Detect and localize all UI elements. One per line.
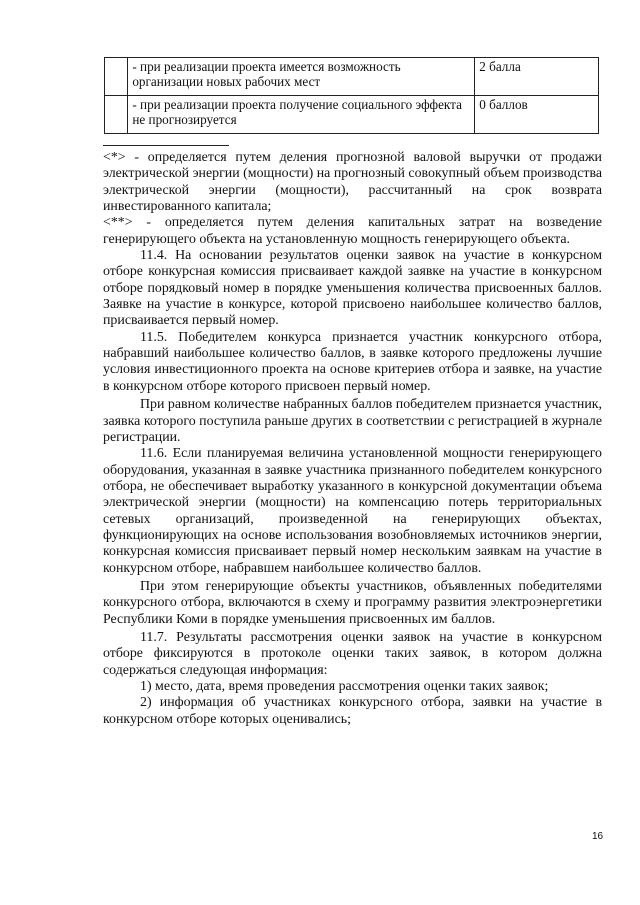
paragraph-11-7: 11.7. Результаты рассмотрения оценки заявок на участие в конкурсном отборе фиксируются в протоколе оценки таких заявок, в котором должна содержаться следующая информация: [103,629,602,678]
list-item-2: 2) информация об участниках конкурсного отбора, заявки на участие в конкурсном отборе которых оценивались; [103,695,602,727]
criteria-table [104,57,599,134]
footnote-separator [103,145,229,146]
table-cell-number [105,58,128,96]
page-number: 16 [592,831,604,842]
paragraph-11-6-winners: При этом генерирующие объекты участников, объявленных победителями конкурсного отбора, включаются в схему и программу развития электроэнергетики Республики Коми в порядке уменьшения присвоенных им баллов. [103,578,602,627]
table-cell-score: 2 балла [475,58,599,96]
paragraph-11-5-equal-score: При равном количестве набранных баллов победителем признается участник, заявка которого поступила раньше других в соответствии с регистрацией в журнале регистрации. [103,397,602,445]
table-row [105,58,599,96]
table-cell-score: 0 баллов [475,96,599,134]
list-item-1: 1) место, дата, время проведения рассмотрения оценки таких заявок; [140,679,549,694]
table-row [105,96,599,134]
table-cell-criterion: - при реализации проекта получение социального эффекта не прогнозируется [128,96,475,134]
paragraph-11-5: 11.5. Победителем конкурса признается участник конкурсного отбора, набравший наибольшее количество баллов, в заявке которого предложены лучшие условия инвестиционного проекта на основе критериев отбора и заявке, на участие в конкурсном отборе которого присвоен первый номер. [103,329,602,394]
table-cell-number [105,96,128,134]
footnote-1: <*> - определяется путем деления прогнозной валовой выручки от продажи электрической энергии (мощности) на прогнозный совокупный объем производства электрической энергии (мощности), рассчитанный на срок возврата инвестированного капитала; [103,150,602,215]
table-cell-criterion: - при реализации проекта имеется возможность организации новых рабочих мест [128,58,475,96]
body-text [103,150,602,728]
paragraph-11-4: 11.4. На основании результатов оценки заявок на участие в конкурсном отборе конкурсная комиссия присваивает каждой заявке на участие в конкурсном отборе порядковый номер в порядке уменьшения количества присвоенных баллов. Заявке на участие в конкурсе, которой присвоено наибольшее количество баллов, присваивается первый номер. [103,248,602,329]
paragraph-11-6: 11.6. Если планируемая величина установленной мощности генерирующего оборудования, указанная в заявке участника признанного победителем конкурсного отбора, не обеспечивает выработку указанного в конкурсной документации объема электрической энергии (мощности) на компенсацию потерь территориальных сетевых организаций, произведенной на генерирующих объектах, функционирующих на основе использования возобновляемых источников энергии, конкурсная комиссия присваивает первый номер нескольким заявкам на участие в конкурсном отборе, набравшем наибольшее количество баллов. [103,446,602,576]
footnote-2: <**> - определяется путем деления капитальных затрат на возведение генерирующего объекта на установленную мощность генерирующего объекта. [103,215,602,247]
